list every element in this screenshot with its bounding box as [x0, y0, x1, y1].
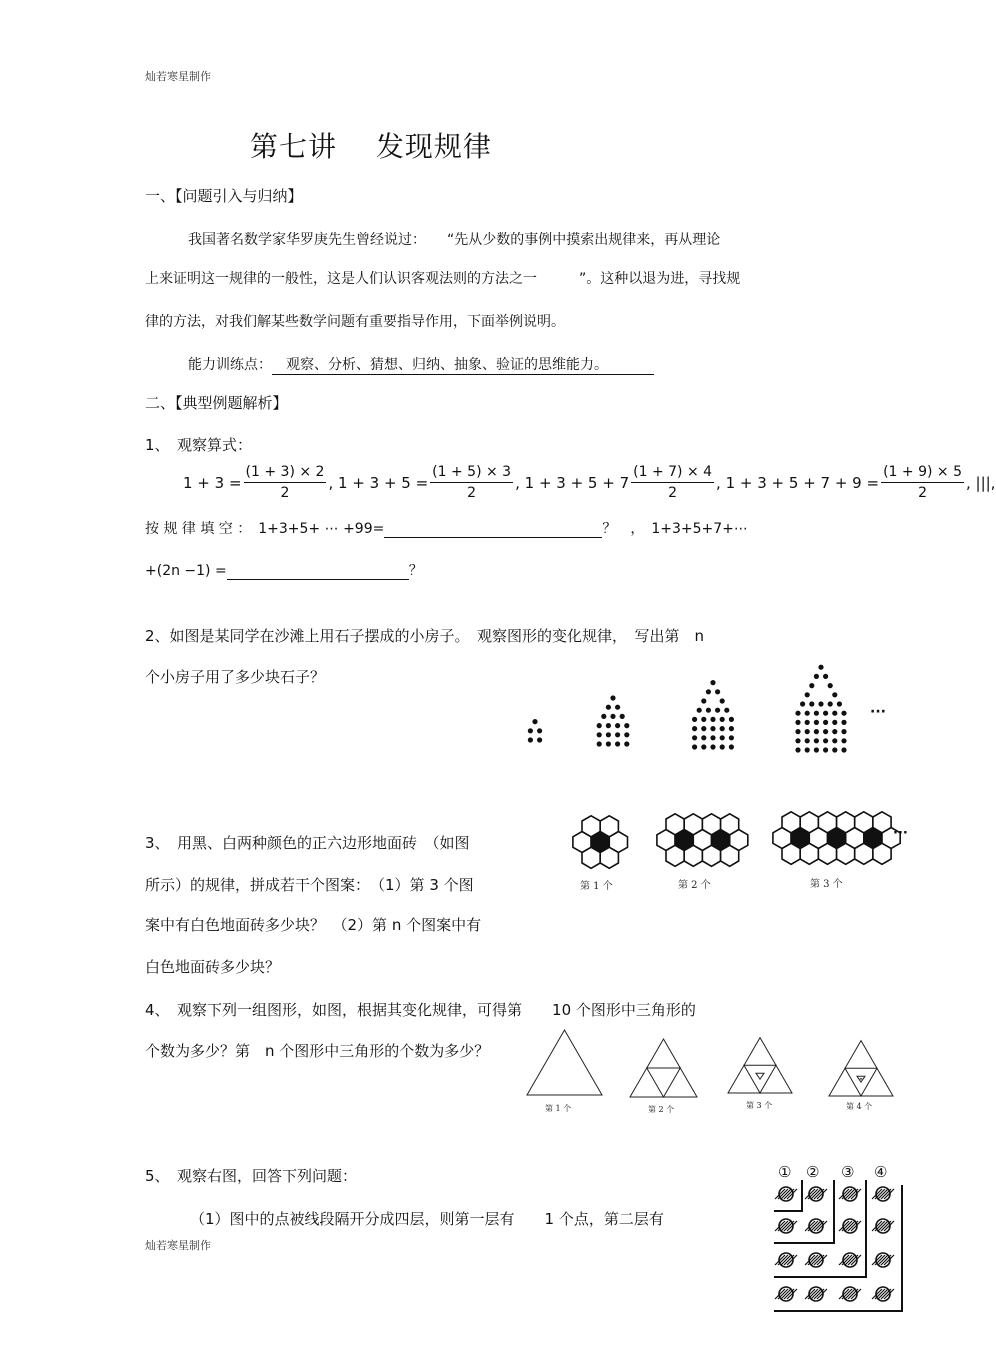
tri-caption-4: 第 4 个 [846, 1102, 873, 1111]
q2-line-2: 个小房子用了多少块石子？ [145, 668, 326, 686]
house-2-stone [606, 741, 611, 746]
house-4-stone [832, 747, 837, 752]
q1-fill2-label: +(2n −1) = [145, 563, 227, 579]
white-hex-tile [782, 812, 800, 833]
q3-line-3: 案中有白色地面砖多少块？ （2）第 n 个图案中有 [145, 916, 482, 934]
layer-label-1: ① [778, 1163, 792, 1181]
q4-line-1: 4、 观察下列一组图形，如图，根据其变化规律，可得第 10 个图形中三角形的 [145, 1001, 696, 1019]
q1-intro: 1、 观察算式： [145, 436, 253, 454]
triangle-outline [527, 1030, 602, 1095]
house-3-roof-stone [701, 698, 706, 703]
eq1-left: 1 + 3 = [183, 473, 242, 492]
house-3-roof-stone [715, 689, 720, 694]
white-hex-tile [684, 845, 702, 866]
page-title: 第七讲 发现规律 [250, 130, 492, 163]
house-3-stone [710, 717, 715, 722]
house-2-stone [615, 732, 620, 737]
eq2-fraction [430, 462, 513, 503]
hatched-dot [872, 1219, 894, 1233]
q3-ellipsis: ··· [893, 826, 908, 841]
house-2-stone [606, 732, 611, 737]
white-hex-tile [837, 812, 855, 833]
white-hex-tile [666, 845, 684, 866]
house-3-stone [729, 726, 734, 731]
house-4-stone [832, 720, 837, 725]
house-1-stone [528, 728, 533, 733]
white-hex-tile [582, 816, 600, 837]
hatched-dot [805, 1219, 827, 1233]
house-1-roof-stone [532, 719, 537, 724]
house-3-roof-stone [720, 698, 725, 703]
hatched-dot [775, 1287, 797, 1301]
eq2-numerator: (1 + 5) × 3 [430, 462, 513, 483]
house-4-stone [823, 738, 828, 743]
house-3-roof-stone [715, 708, 720, 713]
eq3-numerator: (1 + 7) × 4 [631, 462, 714, 483]
house-4-stone [805, 729, 810, 734]
house-2-roof-stone [615, 705, 620, 710]
section-1-para-line-1: 我国著名数学家华罗庚先生曾经说过： “先从少数的事例中摸索出规律来，再从理论 [188, 232, 721, 248]
white-hex-tile [837, 843, 855, 864]
white-hex-tile [873, 812, 891, 833]
house-2-stone [624, 741, 629, 746]
house-4-stone [832, 729, 837, 734]
house-4-roof-stone [837, 701, 842, 706]
house-2-roof-stone [601, 714, 606, 719]
eq-tail: , |||, [965, 473, 996, 492]
q2-ellipsis: ··· [870, 704, 886, 720]
eq1-denominator: 2 [280, 485, 290, 501]
house-2-roof-stone [610, 714, 615, 719]
house-3-roof-stone [710, 680, 715, 685]
white-hex-tile [855, 843, 873, 864]
house-4-stone [841, 720, 846, 725]
house-3-stone [692, 744, 697, 749]
section-1-heading: 一、【问题引入与归纳】 [145, 187, 303, 205]
house-1-stone [537, 737, 542, 742]
hatched-dot [872, 1187, 894, 1201]
page-footer: 灿若寒星制作 [145, 1239, 211, 1252]
eq4-numerator: (1 + 9) × 5 [881, 462, 964, 483]
house-1-stone [537, 728, 542, 733]
house-2-stone [606, 723, 611, 728]
eq4-fraction [881, 462, 964, 503]
house-4-stone [805, 747, 810, 752]
house-4-roof-stone [809, 701, 814, 706]
house-2-stone [597, 723, 602, 728]
house-2-roof-stone [606, 705, 611, 710]
tri-caption-1: 第 1 个 [545, 1104, 572, 1113]
white-hex-tile [800, 812, 818, 833]
house-4-roof-stone [818, 701, 823, 706]
house-3-stone [729, 744, 734, 749]
hatched-dot [839, 1187, 861, 1201]
house-1-stone [528, 737, 533, 742]
house-2-stone [624, 732, 629, 737]
house-3-stone [720, 726, 725, 731]
hex-caption-1: 第 1 个 [580, 881, 613, 892]
white-hex-tile [721, 814, 739, 835]
house-2-stone [624, 723, 629, 728]
section-2-heading: 二、【典型例题解析】 [145, 394, 288, 412]
skills-label: 能力训练点： [188, 357, 272, 373]
white-hex-tile [582, 847, 600, 868]
house-4-roof-stone [828, 701, 833, 706]
q3-line-1: 3、 用黑、白两种颜色的正六边形地面砖 （如图 [145, 834, 470, 852]
section-1-para-line-3: 律的方法，对我们解某些数学问题有重要指导作用，下面举例说明。 [145, 314, 565, 330]
house-3-roof-stone [724, 708, 729, 713]
q5-line-2: （1）图中的点被线段隔开分成四层，则第一层有 1 个点，第二层有 [190, 1210, 664, 1228]
white-hex-tile [818, 843, 836, 864]
house-4-stone [805, 711, 810, 716]
house-4-stone [823, 711, 828, 716]
house-3-roof-stone [706, 708, 711, 713]
house-3-stone [701, 717, 706, 722]
hatched-dot [805, 1187, 827, 1201]
house-4-stone [795, 729, 800, 734]
house-4-stone [795, 720, 800, 725]
triangle-inner [756, 1073, 764, 1079]
hatched-dot [839, 1219, 861, 1233]
q1-fill-line-1 [145, 518, 748, 538]
house-2-stone [597, 732, 602, 737]
house-3-stone [692, 735, 697, 740]
white-hex-tile [721, 845, 739, 866]
layer-label-2: ② [806, 1163, 820, 1181]
q1-fill2-end: ？ [408, 563, 423, 579]
house-3-stone [692, 717, 697, 722]
hex-caption-3: 第 3 个 [810, 879, 843, 890]
skills-line [188, 354, 654, 375]
house-4-roof-stone [814, 674, 819, 679]
house-4-stone [832, 738, 837, 743]
white-hex-tile [702, 845, 720, 866]
house-4-stone [795, 747, 800, 752]
skills-text: 观察、分析、猜想、归纳、抽象、验证的思维能力。 [272, 354, 654, 375]
house-2-roof-stone [620, 714, 625, 719]
q3-line-2: 所示）的规律，拼成若干个图案： （1）第 3 个图 [145, 876, 474, 894]
eq3-left: , 1 + 3 + 5 + 7 [515, 473, 630, 492]
house-4-stone [841, 711, 846, 716]
house-3-stone [720, 744, 725, 749]
white-hex-tile [782, 843, 800, 864]
q5-line-1: 5、 观察右图，回答下列问题： [145, 1167, 358, 1185]
hatched-dot [805, 1287, 827, 1301]
house-3-roof-stone [697, 708, 702, 713]
layer-label-3: ③ [841, 1163, 855, 1181]
house-4-stone [805, 738, 810, 743]
house-4-stone [841, 729, 846, 734]
eq3-denominator: 2 [668, 485, 678, 501]
house-3-stone [701, 735, 706, 740]
white-hex-tile [600, 816, 618, 837]
house-4-stone [795, 738, 800, 743]
house-3-stone [729, 717, 734, 722]
house-4-stone [805, 720, 810, 725]
white-hex-tile [666, 814, 684, 835]
house-4-stone [814, 729, 819, 734]
house-3-stone [720, 717, 725, 722]
hatched-dot [872, 1287, 894, 1301]
white-hex-tile [818, 812, 836, 833]
q1-blank-2[interactable] [227, 563, 409, 580]
tri-caption-3: 第 3 个 [746, 1101, 773, 1110]
house-4-stone [814, 738, 819, 743]
house-3-stone [710, 744, 715, 749]
eq4-left: , 1 + 3 + 5 + 7 + 9 = [716, 473, 880, 492]
hatched-dot [805, 1253, 827, 1267]
q1-fill-label: 按 规 律 填 空 ： 1+3+5+ ⋯ +99= [145, 521, 385, 537]
house-4-stone [814, 747, 819, 752]
hatched-dot [775, 1187, 797, 1201]
house-3-roof-stone [706, 689, 711, 694]
q1-blank-1[interactable] [384, 521, 602, 538]
layered-dots-figure [0, 0, 1, 1]
eq1-fraction [244, 462, 327, 503]
house-4-stone [841, 747, 846, 752]
white-hex-tile [600, 847, 618, 868]
house-4-roof-stone [818, 665, 823, 670]
house-4-roof-stone [832, 692, 837, 697]
page-header: 灿若寒星制作 [145, 70, 211, 83]
house-4-roof-stone [805, 692, 810, 697]
tri-caption-2: 第 2 个 [648, 1105, 675, 1114]
q3-line-4: 白色地面砖多少块？ [145, 958, 281, 976]
house-4-roof-stone [800, 701, 805, 706]
house-3-stone [692, 726, 697, 731]
triangle-inner [647, 1068, 681, 1097]
house-4-stone [823, 720, 828, 725]
white-hex-tile [873, 843, 891, 864]
house-2-roof-stone [610, 695, 615, 700]
house-4-stone [841, 738, 846, 743]
house-3-stone [729, 735, 734, 740]
house-3-stone [701, 726, 706, 731]
house-2-stone [615, 741, 620, 746]
q1-fill-line-2 [145, 560, 423, 580]
q2-line-1: 2、如图是某同学在沙滩上用石子摆成的小房子。 观察图形的变化规律， 写出第 n [145, 627, 705, 645]
hatched-dot [775, 1253, 797, 1267]
house-3-stone [710, 735, 715, 740]
house-4-stone [823, 747, 828, 752]
house-4-roof-stone [828, 683, 833, 688]
house-3-stone [710, 726, 715, 731]
q1-fill-mid: ？ ， 1+3+5+7+⋯ [602, 521, 748, 537]
house-3-stone [701, 744, 706, 749]
hatched-dot [839, 1287, 861, 1301]
house-4-stone [814, 711, 819, 716]
eq2-denominator: 2 [467, 485, 477, 501]
eq3-fraction [631, 462, 714, 503]
q1-equations [182, 462, 996, 503]
q4-line-2: 个数为多少？第 n 个图形中三角形的个数为多少？ [145, 1042, 490, 1060]
house-3-stone [720, 735, 725, 740]
house-4-stone [823, 729, 828, 734]
white-hex-tile [855, 812, 873, 833]
hatched-dot [872, 1253, 894, 1267]
section-1-para-line-2: 上来证明这一规律的一般性，这是人们认识客观法则的方法之一 ”。这种以退为进，寻找规 [145, 271, 741, 287]
eq4-denominator: 2 [918, 485, 927, 501]
eq2-left: , 1 + 3 + 5 = [328, 473, 429, 492]
white-hex-tile [684, 814, 702, 835]
house-4-stone [795, 711, 800, 716]
house-2-stone [615, 723, 620, 728]
house-4-stone [832, 711, 837, 716]
white-hex-tile [800, 843, 818, 864]
eq1-numerator: (1 + 3) × 2 [244, 462, 327, 483]
hatched-dot [839, 1253, 861, 1267]
hatched-dot [775, 1219, 797, 1233]
white-hex-tile [702, 814, 720, 835]
house-4-stone [814, 720, 819, 725]
hex-caption-2: 第 2 个 [678, 880, 711, 891]
house-4-roof-stone [809, 683, 814, 688]
house-4-roof-stone [823, 674, 828, 679]
house-2-stone [597, 741, 602, 746]
layer-label-4: ④ [874, 1163, 888, 1181]
